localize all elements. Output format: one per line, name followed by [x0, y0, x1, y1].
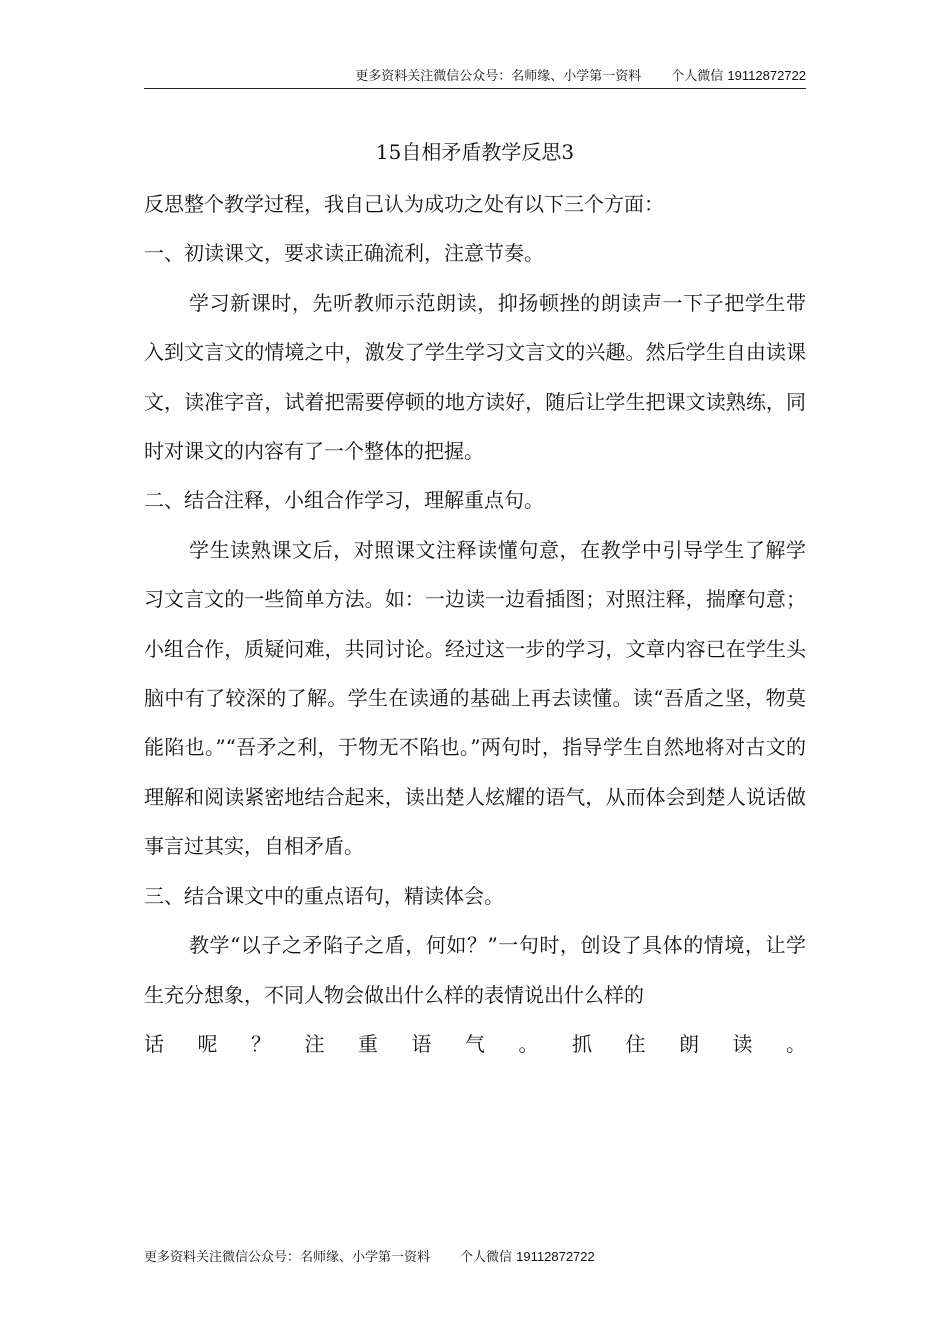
- document-body: [144, 180, 806, 1069]
- header-contact-number: 19112872722: [727, 68, 806, 83]
- page-footer: [144, 1247, 595, 1268]
- page-header: [144, 66, 806, 88]
- intro-paragraph: 反思整个教学过程，我自己认为成功之处有以下三个方面：: [144, 192, 664, 216]
- section1-paragraph: 学习新课时，先听教师示范朗读，抑扬顿挫的朗读声一下子把学生带入到文言文的情境之中，激发了学生学习文言文的兴趣。然后学生自由读课文，读准字音，试着把需要停顿的地方读好，随后让学生把课文读熟练，同时对课文的内容有了一个整体的把握。: [144, 290, 806, 464]
- section3-paragraph: 教学“以子之矛陷子之盾，何如？”一句时，创设了具体的情境，让学生充分想象，不同人物会做出什么样的表情说出什么样的: [144, 933, 806, 1007]
- section3-last-line: 话 呢 ？ 注 重 语 气 。 抓 住 朗 读 。: [144, 1031, 806, 1056]
- footer-promo-text: 更多资料关注微信公众号：名师缘、小学第一资料: [144, 1250, 431, 1265]
- section3-heading: 三、结合课文中的重点语句，精读体会。: [144, 883, 504, 908]
- document-title: 15自相矛盾教学反思3: [375, 140, 575, 164]
- header-promo-text: 更多资料关注微信公众号：名师缘、小学第一资料: [355, 69, 642, 84]
- section2-heading: 二、结合注释，小组合作学习，理解重点句。: [144, 488, 544, 513]
- section2-paragraph: 学生读熟课文后，对照课文注释读懂句意，在教学中引导学生了解学习文言文的一些简单方法。如：一边读一边看插图；对照注释，揣摩句意；小组合作，质疑问难，共同讨论。经过这一步的学习，文章内容已在学生头脑中有了较深的了解。学生在读通的基础上再去读懂。读“吾盾之坚，物莫能陷也。”“吾矛之利，于物无不陷也。”两句时，指导学生自然地将对古文的理解和阅读紧密地结合起来，读出楚人炫耀的语气，从而体会到楚人说话做事言过其实，自相矛盾。: [144, 537, 806, 859]
- section1-heading: 一、初读课文，要求读正确流利，注意节奏。: [144, 241, 544, 266]
- header-divider: [144, 88, 806, 89]
- footer-contact-label: 个人微信: [460, 1250, 513, 1265]
- header-contact-label: 个人微信: [671, 69, 724, 84]
- footer-contact-number: 19112872722: [516, 1249, 595, 1264]
